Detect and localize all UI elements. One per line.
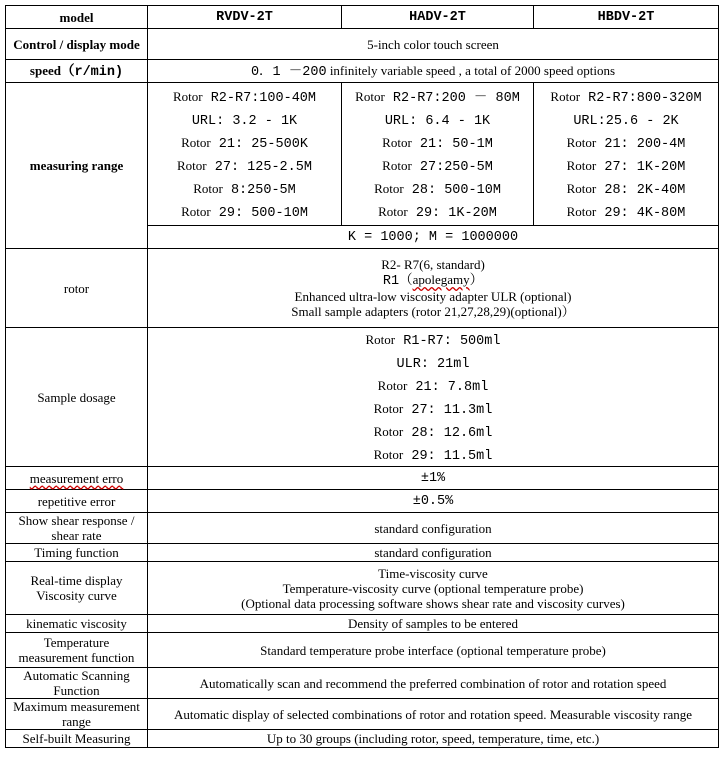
measuring-range-rvdv	[148, 83, 342, 226]
range-line: Rotor R2-R7:100-40M	[172, 89, 317, 106]
range-line: Rotor 27: 125-2.5M	[177, 158, 312, 175]
dose-line: Rotor 27: 11.3ml	[373, 401, 493, 418]
self-built-label: Self-built Measuring	[6, 730, 148, 748]
self-built-row	[6, 730, 719, 748]
range-line: Rotor 29: 500-10M	[181, 204, 308, 221]
rotor-row	[6, 249, 719, 328]
speed-range: 0．1 －200	[250, 64, 327, 80]
measurement-error-value: ±1%	[148, 467, 719, 490]
rotor-line: R1（apolegamy）	[382, 272, 484, 289]
rotor-line: Small sample adapters (rotor 21,27,28,29)(optional)）	[291, 304, 575, 319]
realtime-value	[148, 562, 719, 615]
timing-row	[6, 544, 719, 562]
rotor-apolegamy: apolegamy	[412, 272, 470, 287]
model-rvdv: RVDV-2T	[148, 6, 342, 29]
sample-dosage-label: Sample dosage	[6, 328, 148, 467]
dose-line: Rotor 29: 11.5ml	[373, 447, 493, 464]
temperature-row	[6, 633, 719, 668]
dose-line: Rotor 21: 7.8ml	[377, 378, 489, 395]
control-row	[6, 29, 719, 60]
temperature-value: Standard temperature probe interface (optional temperature probe)	[148, 633, 719, 668]
realtime-line: Time-viscosity curve	[378, 565, 488, 581]
speed-unit: （r/min)	[60, 64, 124, 80]
shear-row	[6, 513, 719, 544]
range-line: URL:25.6 - 2K	[573, 114, 679, 129]
auto-scan-row	[6, 668, 719, 699]
range-line: Rotor 28: 2K-40M	[566, 181, 686, 198]
model-label: model	[6, 6, 148, 29]
max-range-row	[6, 699, 719, 730]
auto-scan-label: Automatic Scanning Function	[6, 668, 148, 699]
timing-label: Timing function	[6, 544, 148, 562]
range-line: URL: 6.4 - 1K	[384, 114, 491, 129]
measurement-error-label: measurement erro	[6, 467, 148, 490]
range-line: Rotor 28: 500-10M	[374, 181, 501, 198]
measurement-error-row	[6, 467, 719, 490]
repetitive-error-value: ±0.5%	[148, 490, 719, 513]
sample-dosage-value	[148, 328, 719, 467]
measuring-range-hadv	[342, 83, 534, 226]
shear-label: Show shear response / shear rate	[6, 513, 148, 544]
max-range-value: Automatic display of selected combinations of rotor and rotation speed. Measurable viscosity range	[148, 699, 719, 730]
rotor-label: rotor	[6, 249, 148, 328]
measuring-range-hbdv	[534, 83, 719, 226]
range-line: Rotor 29: 4K-80M	[566, 204, 686, 221]
repetitive-error-label: repetitive error	[6, 490, 148, 513]
control-label: Control / display mode	[6, 29, 148, 60]
rotor-line: R2- R7(6, standard)	[381, 257, 485, 272]
temperature-label: Temperature measurement function	[6, 633, 148, 668]
range-line: Rotor R2-R7:200 － 80M	[355, 89, 520, 106]
rotor-value	[148, 249, 719, 328]
control-value: 5-inch color touch screen	[148, 29, 719, 60]
timing-value: standard configuration	[148, 544, 719, 562]
dose-line: Rotor R1-R7: 500ml	[365, 332, 501, 349]
speed-desc: infinitely variable speed , a total of 2000 speed options	[326, 62, 616, 78]
range-line: Rotor 27:250-5M	[382, 158, 493, 175]
measuring-range-label: measuring range	[6, 83, 148, 249]
dose-line: ULR: 21ml	[396, 357, 470, 372]
shear-value: standard configuration	[148, 513, 719, 544]
measuring-range-row	[6, 83, 719, 226]
model-hbdv: HBDV-2T	[534, 6, 719, 29]
measuring-range-note: K = 1000; M = 1000000	[148, 226, 719, 249]
range-line: Rotor 21: 25-500K	[181, 135, 308, 152]
range-line: URL: 3.2 - 1K	[191, 114, 298, 129]
dose-line: Rotor 28: 12.6ml	[373, 424, 493, 441]
model-hadv: HADV-2T	[342, 6, 534, 29]
max-range-label: Maximum measurement range	[6, 699, 148, 730]
kinematic-label: kinematic viscosity	[6, 615, 148, 633]
speed-label	[6, 60, 148, 83]
range-line: Rotor 21: 50-1M	[382, 135, 493, 152]
range-line: Rotor 29: 1K-20M	[378, 204, 497, 221]
range-line: Rotor 27: 1K-20M	[566, 158, 686, 175]
range-line: Rotor R2-R7:800-320M	[550, 89, 702, 106]
speed-row	[6, 60, 719, 83]
speed-label-text: speed	[29, 62, 61, 78]
range-line: Rotor 21: 200-4M	[566, 135, 686, 152]
realtime-line: Temperature-viscosity curve (optional temperature probe)	[282, 580, 584, 596]
kinematic-row	[6, 615, 719, 633]
range-line: Rotor 8:250-5M	[193, 181, 296, 198]
realtime-label: Real-time display Viscosity curve	[6, 562, 148, 615]
speed-value	[148, 60, 719, 83]
realtime-line: (Optional data processing software shows shear rate and viscosity curves)	[241, 595, 625, 611]
header-row	[6, 6, 719, 29]
realtime-row	[6, 562, 719, 615]
sample-dosage-row	[6, 328, 719, 467]
rotor-line: Enhanced ultra-low viscosity adapter ULR (optional)	[294, 289, 572, 304]
self-built-value: Up to 30 groups (including rotor, speed, temperature, time, etc.)	[148, 730, 719, 748]
auto-scan-value: Automatically scan and recommend the preferred combination of rotor and rotation speed	[148, 668, 719, 699]
repetitive-error-row	[6, 490, 719, 513]
spec-table	[5, 5, 719, 748]
kinematic-value: Density of samples to be entered	[148, 615, 719, 633]
